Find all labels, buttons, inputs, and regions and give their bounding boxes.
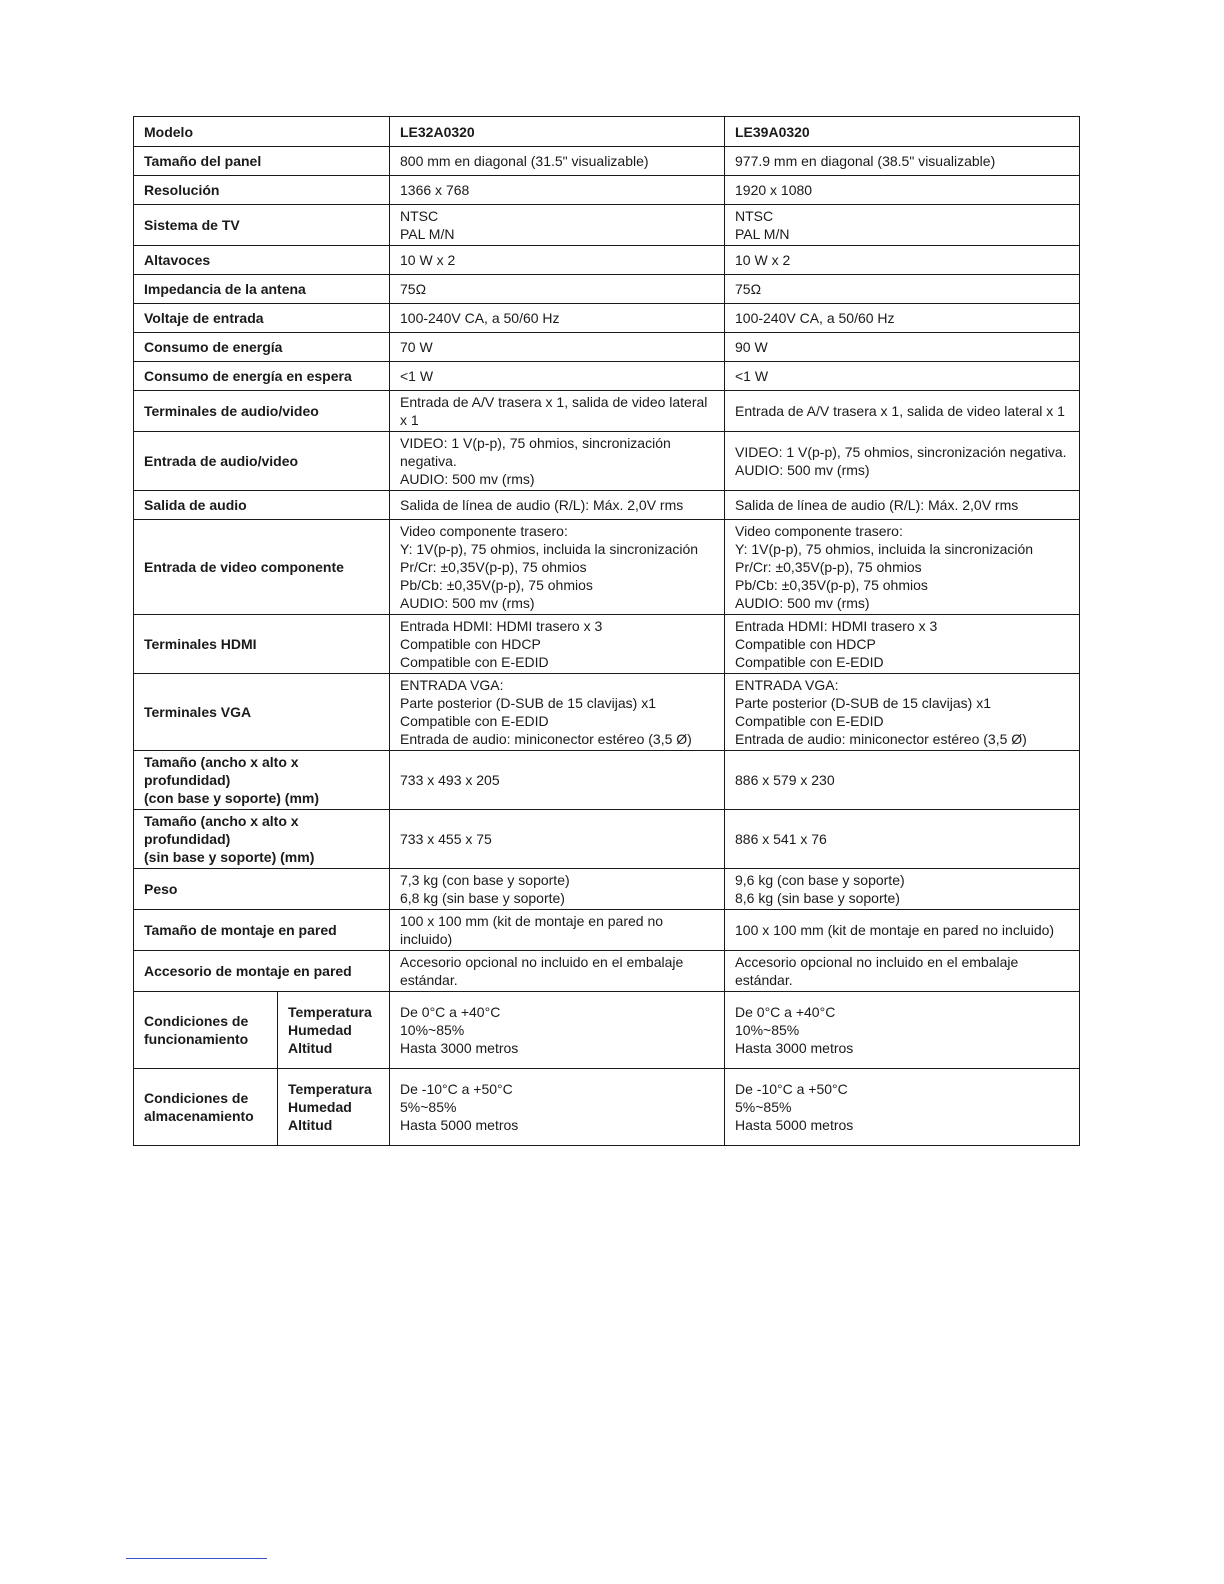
row-value-b: VIDEO: 1 V(p-p), 75 ohmios, sincronización negativa. AUDIO: 500 mv (rms) <box>725 432 1080 491</box>
row-value-b: 90 W <box>725 333 1080 362</box>
condition-sublabels: Temperatura Humedad Altitud <box>278 992 390 1069</box>
row-label: Voltaje de entrada <box>134 304 390 333</box>
table-row <box>134 205 1080 246</box>
table-row <box>134 810 1080 869</box>
row-value-b: <1 W <box>725 362 1080 391</box>
row-label: Altavoces <box>134 246 390 275</box>
row-value-b: Entrada HDMI: HDMI trasero x 3 Compatible con HDCP Compatible con E-EDID <box>725 615 1080 674</box>
row-value-a: 100 x 100 mm (kit de montaje en pared no incluido) <box>390 910 725 951</box>
row-value-a: 800 mm en diagonal (31.5" visualizable) <box>390 147 725 176</box>
table-row <box>134 391 1080 432</box>
row-value-a: Accesorio opcional no incluido en el embalaje estándar. <box>390 951 725 992</box>
row-value-a: 75Ω <box>390 275 725 304</box>
row-value-a: NTSC PAL M/N <box>390 205 725 246</box>
row-label: Tamaño (ancho x alto x profundidad) (sin base y soporte) (mm) <box>134 810 390 869</box>
table-row <box>134 951 1080 992</box>
row-label: Terminales VGA <box>134 674 390 751</box>
conditions-row <box>134 992 1080 1069</box>
row-label: Tamaño del panel <box>134 147 390 176</box>
row-label: Consumo de energía en espera <box>134 362 390 391</box>
row-value-b: 977.9 mm en diagonal (38.5" visualizable) <box>725 147 1080 176</box>
conditions-row <box>134 1069 1080 1146</box>
table-row <box>134 910 1080 951</box>
row-value-a: Entrada HDMI: HDMI trasero x 3 Compatible con HDCP Compatible con E-EDID <box>390 615 725 674</box>
model-a-name: LE32A0320 <box>390 117 725 147</box>
table-row <box>134 615 1080 674</box>
row-value-b: 100-240V CA, a 50/60 Hz <box>725 304 1080 333</box>
row-value-a: De -10°C a +50°C 5%~85% Hasta 5000 metros <box>390 1069 725 1146</box>
row-label: Consumo de energía <box>134 333 390 362</box>
spec-table <box>133 116 1080 1146</box>
row-value-b: 886 x 579 x 230 <box>725 751 1080 810</box>
row-value-a: <1 W <box>390 362 725 391</box>
row-value-b: Salida de línea de audio (R/L): Máx. 2,0V rms <box>725 491 1080 520</box>
footnote-separator <box>126 1558 267 1559</box>
row-label: Entrada de audio/video <box>134 432 390 491</box>
row-label: Sistema de TV <box>134 205 390 246</box>
row-value-a: ENTRADA VGA: Parte posterior (D-SUB de 15 clavijas) x1 Compatible con E-EDID Entrada de audio: miniconector estéreo (3,5 Ø) <box>390 674 725 751</box>
table-row <box>134 432 1080 491</box>
row-value-a: Video componente trasero: Y: 1V(p-p), 75 ohmios, incluida la sincronización Pr/Cr: ±0,35V(p-p), 75 ohmios Pb/Cb: ±0,35V(p-p), 75 ohmios AUDIO: 500 mv (rms) <box>390 520 725 615</box>
table-row <box>134 751 1080 810</box>
row-label: Condiciones de almacenamiento <box>134 1069 278 1146</box>
row-label: Condiciones de funcionamiento <box>134 992 278 1069</box>
row-value-b: 9,6 kg (con base y soporte) 8,6 kg (sin base y soporte) <box>725 869 1080 910</box>
table-row <box>134 275 1080 304</box>
row-value-b: De -10°C a +50°C 5%~85% Hasta 5000 metros <box>725 1069 1080 1146</box>
row-value-a: De 0°C a +40°C 10%~85% Hasta 3000 metros <box>390 992 725 1069</box>
row-value-b: Entrada de A/V trasera x 1, salida de video lateral x 1 <box>725 391 1080 432</box>
table-row <box>134 674 1080 751</box>
table-row <box>134 333 1080 362</box>
row-value-b: 1920 x 1080 <box>725 176 1080 205</box>
row-value-b: De 0°C a +40°C 10%~85% Hasta 3000 metros <box>725 992 1080 1069</box>
row-value-b: 75Ω <box>725 275 1080 304</box>
row-value-b: 886 x 541 x 76 <box>725 810 1080 869</box>
table-row <box>134 246 1080 275</box>
row-value-b: 100 x 100 mm (kit de montaje en pared no incluido) <box>725 910 1080 951</box>
table-row <box>134 147 1080 176</box>
table-row <box>134 304 1080 333</box>
row-value-a: 100-240V CA, a 50/60 Hz <box>390 304 725 333</box>
table-row <box>134 362 1080 391</box>
row-value-b: 10 W x 2 <box>725 246 1080 275</box>
table-row <box>134 176 1080 205</box>
condition-sublabels: Temperatura Humedad Altitud <box>278 1069 390 1146</box>
row-label: Terminales HDMI <box>134 615 390 674</box>
row-label: Accesorio de montaje en pared <box>134 951 390 992</box>
row-value-a: 70 W <box>390 333 725 362</box>
row-value-b: NTSC PAL M/N <box>725 205 1080 246</box>
row-label: Terminales de audio/video <box>134 391 390 432</box>
table-row <box>134 520 1080 615</box>
row-value-a: 1366 x 768 <box>390 176 725 205</box>
table-row <box>134 869 1080 910</box>
row-label: Peso <box>134 869 390 910</box>
header-label: Modelo <box>134 117 390 147</box>
row-value-b: ENTRADA VGA: Parte posterior (D-SUB de 15 clavijas) x1 Compatible con E-EDID Entrada de audio: miniconector estéreo (3,5 Ø) <box>725 674 1080 751</box>
row-value-a: 10 W x 2 <box>390 246 725 275</box>
row-label: Impedancia de la antena <box>134 275 390 304</box>
row-label: Salida de audio <box>134 491 390 520</box>
row-value-a: 733 x 455 x 75 <box>390 810 725 869</box>
row-value-b: Accesorio opcional no incluido en el embalaje estándar. <box>725 951 1080 992</box>
row-label: Tamaño (ancho x alto x profundidad) (con base y soporte) (mm) <box>134 751 390 810</box>
row-value-a: 733 x 493 x 205 <box>390 751 725 810</box>
row-value-a: 7,3 kg (con base y soporte) 6,8 kg (sin base y soporte) <box>390 869 725 910</box>
row-value-b: Video componente trasero: Y: 1V(p-p), 75 ohmios, incluida la sincronización Pr/Cr: ±0,35V(p-p), 75 ohmios Pb/Cb: ±0,35V(p-p), 75 ohmios AUDIO: 500 mv (rms) <box>725 520 1080 615</box>
row-value-a: VIDEO: 1 V(p-p), 75 ohmios, sincronización negativa. AUDIO: 500 mv (rms) <box>390 432 725 491</box>
row-label: Tamaño de montaje en pared <box>134 910 390 951</box>
row-label: Entrada de video componente <box>134 520 390 615</box>
table-row <box>134 491 1080 520</box>
model-b-name: LE39A0320 <box>725 117 1080 147</box>
row-value-a: Salida de línea de audio (R/L): Máx. 2,0V rms <box>390 491 725 520</box>
row-value-a: Entrada de A/V trasera x 1, salida de video lateral x 1 <box>390 391 725 432</box>
row-label: Resolución <box>134 176 390 205</box>
header-row <box>134 117 1080 147</box>
